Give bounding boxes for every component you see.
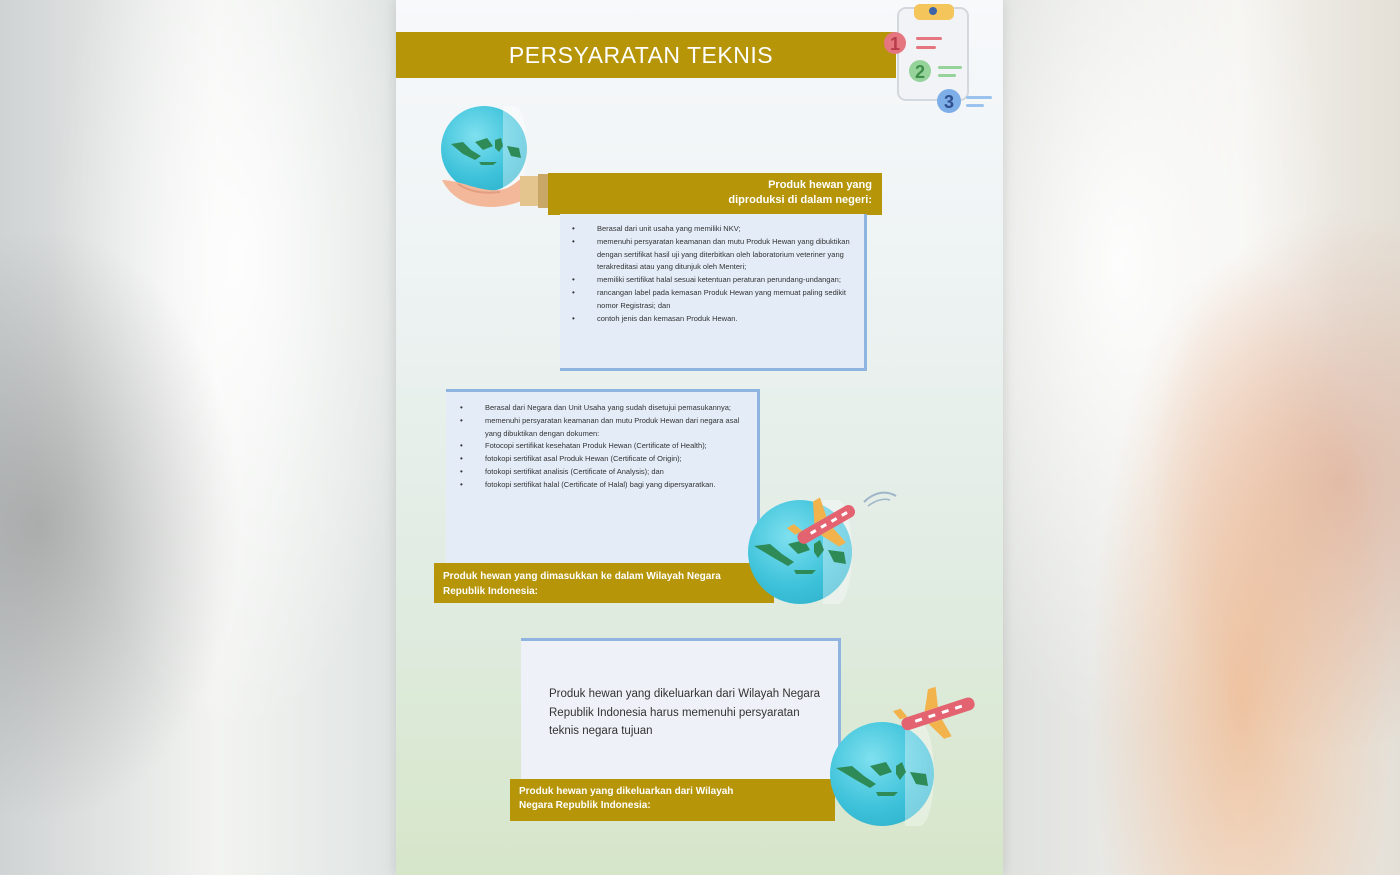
domestic-heading-line2: diproduksi di dalam negeri: xyxy=(728,194,872,206)
list-item: • Berasal dari unit usaha yang memiliki NKV; xyxy=(564,223,850,236)
import-requirements-list xyxy=(452,402,747,492)
import-heading-line2: Republik Indonesia: xyxy=(443,586,539,597)
import-requirements-card xyxy=(446,389,760,566)
domestic-requirements-card xyxy=(560,214,867,371)
list-item: • contoh jenis dan kemasan Produk Hewan. xyxy=(564,313,850,326)
list-item: • fotokopi sertifikat analisis (Certificate of Analysis); dan xyxy=(452,466,747,479)
domestic-requirements-list xyxy=(564,223,850,325)
import-products-heading xyxy=(434,563,774,603)
infographic-poster xyxy=(396,0,1003,875)
background-left xyxy=(0,0,396,875)
domestic-heading-line1: Produk hewan yang xyxy=(768,179,872,191)
background-right xyxy=(1003,0,1400,875)
list-item: • fotokopi sertifikat asal Produk Hewan (Certificate of Origin); xyxy=(452,453,747,466)
list-item: • rancangan label pada kemasan Produk Hewan yang memuat paling sedikit nomor Registrasi; dan xyxy=(564,287,850,313)
export-requirements-card xyxy=(521,638,841,783)
export-products-heading xyxy=(510,779,835,821)
list-item: • Fotocopi sertifikat kesehatan Produk Hewan (Certificate of Health); xyxy=(452,440,747,453)
checklist-number-1: 1 xyxy=(889,34,901,54)
list-item: • Berasal dari Negara dan Unit Usaha yang sudah disetujui pemasukannya; xyxy=(452,402,747,415)
checklist-number-3: 3 xyxy=(943,92,955,112)
export-heading-line2: Negara Republik Indonesia: xyxy=(519,800,651,811)
page-title: PERSYARATAN TEKNIS xyxy=(508,41,774,68)
airplane-icon xyxy=(886,680,992,744)
export-requirements-text: Produk hewan yang dikeluarkan dari Wilayah Negara Republik Indonesia harus memenuhi persyaratan teknis negara tujuan xyxy=(549,688,821,737)
export-heading-line1: Produk hewan yang dikeluarkan dari Wilayah xyxy=(519,786,734,797)
list-item: • memenuhi persyaratan keamanan dan mutu Produk Hewan yang dibuktikan dengan sertifikat hasil uji yang diterbitkan oleh laboratorium veteriner yang terakreditasi atau yang ditunjuk oleh Menteri; xyxy=(564,236,850,274)
airplane-icon xyxy=(786,488,906,552)
domestic-products-heading xyxy=(548,173,882,215)
title-banner xyxy=(396,32,896,78)
import-heading-line1: Produk hewan yang dimasukkan ke dalam Wilayah Negara xyxy=(443,571,721,582)
list-item: • memenuhi persyaratan keamanan dan mutu Produk Hewan dari negara asal yang dibuktikan dengan dokumen: xyxy=(452,415,747,441)
checklist-number-2: 2 xyxy=(914,62,926,82)
clipboard-checklist-icon xyxy=(878,0,1000,124)
list-item: • memiliki sertifikat halal sesuai ketentuan peraturan perundang-undangan; xyxy=(564,274,850,287)
hand-holding-globe-icon xyxy=(440,170,556,214)
list-item: • fotokopi sertifikat halal (Certificate of Halal) bagi yang dipersyaratkan. xyxy=(452,479,747,492)
